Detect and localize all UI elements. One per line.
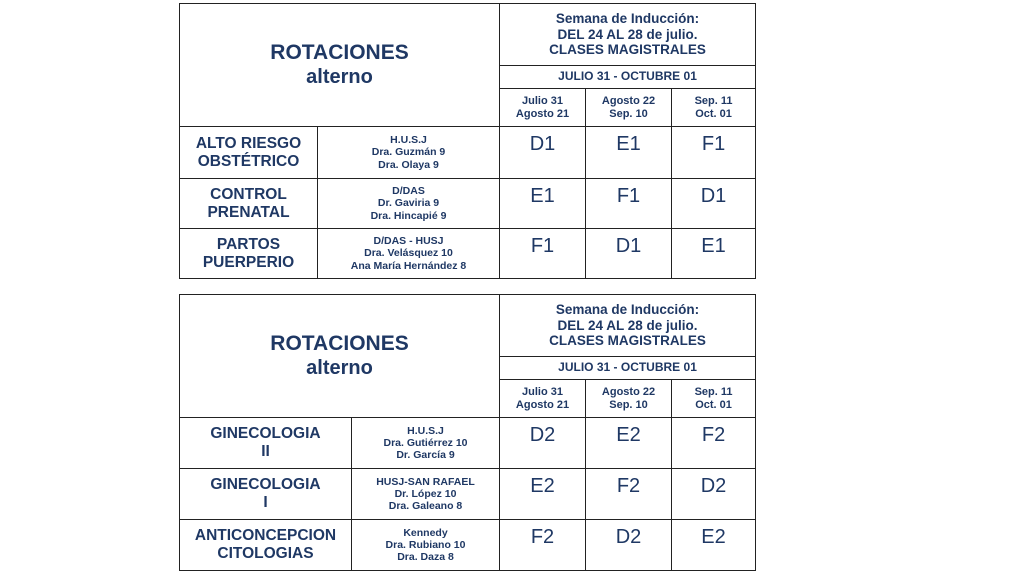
induction-line: Semana de Inducción: [555, 302, 700, 318]
rotation-name-line: II [261, 443, 270, 460]
induction-line: DEL 24 AL 28 de julio. [557, 317, 698, 333]
rotation-name-line: OBSTÉTRICO [197, 152, 300, 170]
doctor-name: Dra. Rubiano 10 [385, 538, 466, 551]
group-code: D1 [500, 127, 586, 179]
rotation-name-line: PRENATAL [207, 203, 290, 221]
date-end: Oct. 01 [695, 398, 732, 411]
doctor-name: Dra. Daza 8 [397, 551, 454, 564]
group-code: F2 [586, 469, 672, 520]
date-range-header [586, 89, 672, 127]
group-code: E1 [500, 179, 586, 229]
rotation-name-line: ALTO RIESGO [195, 134, 302, 152]
rotation-name-line: CITOLOGIAS [217, 545, 314, 562]
table-row [180, 418, 756, 469]
group-code: D2 [672, 469, 756, 520]
site-name: Kennedy [403, 526, 448, 539]
table-subtitle: alterno [306, 356, 373, 379]
date-start: Julio 31 [522, 385, 563, 398]
group-code: D2 [586, 520, 672, 571]
date-range-header [500, 89, 586, 127]
date-end: Agosto 21 [515, 107, 570, 120]
rotation-name-line: PARTOS [216, 235, 281, 253]
rotation-name-line: GINECOLOGIA [210, 425, 321, 443]
rotation-name [180, 179, 318, 229]
rotation-name [180, 469, 352, 520]
group-code: E2 [672, 520, 756, 571]
group-code: F1 [586, 179, 672, 229]
table-row [180, 179, 756, 229]
group-code: E2 [586, 418, 672, 469]
table-row [180, 127, 756, 179]
table-row [180, 229, 756, 279]
site-cell [318, 127, 500, 179]
induction-cell [500, 4, 756, 66]
rotation-name-line: I [263, 494, 268, 511]
rotations-table-1 [179, 3, 756, 279]
group-code: D1 [672, 179, 756, 229]
group-code: D1 [586, 229, 672, 279]
rotation-name-line: GINECOLOGIA [210, 476, 321, 494]
site-cell [318, 179, 500, 229]
site-name: HUSJ-SAN RAFAEL [376, 475, 475, 488]
doctor-name: Dra. Guzmán 9 [371, 146, 446, 159]
table-title-cell [180, 295, 500, 418]
group-code: E1 [672, 229, 756, 279]
doctor-name: Dra. Gutiérrez 10 [383, 436, 468, 449]
site-name: H.U.S.J [390, 134, 427, 147]
date-start: Sep. 11 [694, 385, 733, 398]
rotations-table-2 [179, 294, 756, 571]
group-code: F2 [500, 520, 586, 571]
date-start: Agosto 22 [601, 94, 656, 107]
doctor-name: Dr. García 9 [396, 449, 455, 462]
date-range-header [500, 380, 586, 418]
group-code: F1 [672, 127, 756, 179]
rotation-name [180, 520, 352, 571]
site-name: D/DAS - HUSJ [373, 235, 444, 248]
site-cell [352, 520, 500, 571]
doctor-name: Ana María Hernández 8 [350, 259, 467, 272]
rotation-name-line: ANTICONCEPCION [194, 527, 337, 545]
doctor-name: Dra. Velásquez 10 [364, 247, 453, 260]
site-cell [352, 418, 500, 469]
period-cell: JULIO 31 - OCTUBRE 01 [500, 66, 756, 89]
rotation-name [180, 127, 318, 179]
table-subtitle: alterno [306, 65, 373, 88]
date-start: Sep. 11 [694, 94, 733, 107]
table-row [180, 469, 756, 520]
date-end: Sep. 10 [609, 107, 648, 120]
group-code: F2 [672, 418, 756, 469]
induction-line: DEL 24 AL 28 de julio. [557, 26, 698, 42]
induction-line: CLASES MAGISTRALES [549, 333, 706, 349]
doctor-name: Dra. Galeano 8 [388, 500, 463, 513]
site-cell [352, 469, 500, 520]
group-code: D2 [500, 418, 586, 469]
rotation-name-line: CONTROL [210, 185, 287, 203]
induction-line: Semana de Inducción: [555, 11, 700, 27]
table-title-cell [180, 4, 500, 127]
date-start: Agosto 22 [601, 385, 656, 398]
induction-line: CLASES MAGISTRALES [549, 42, 706, 58]
doctor-name: Dra. Olaya 9 [378, 158, 439, 171]
doctor-name: Dra. Hincapié 9 [370, 209, 447, 222]
site-cell [318, 229, 500, 279]
date-end: Oct. 01 [695, 107, 732, 120]
date-start: Julio 31 [522, 94, 563, 107]
site-name: H.U.S.J [407, 424, 444, 437]
date-end: Sep. 10 [609, 398, 648, 411]
group-code: E1 [586, 127, 672, 179]
rotation-name [180, 418, 352, 469]
date-range-header [672, 380, 756, 418]
table-title: ROTACIONES [270, 41, 409, 65]
induction-cell [500, 295, 756, 357]
table-row [180, 520, 756, 571]
group-code: F1 [500, 229, 586, 279]
period-cell: JULIO 31 - OCTUBRE 01 [500, 357, 756, 380]
table-title: ROTACIONES [270, 332, 409, 356]
doctor-name: Dr. Gaviria 9 [377, 197, 440, 210]
rotation-name-line: PUERPERIO [202, 253, 295, 271]
date-range-header [586, 380, 672, 418]
rotation-name [180, 229, 318, 279]
site-name: D/DAS [392, 185, 425, 198]
doctor-name: Dr. López 10 [394, 487, 457, 500]
date-range-header [672, 89, 756, 127]
date-end: Agosto 21 [515, 398, 570, 411]
group-code: E2 [500, 469, 586, 520]
